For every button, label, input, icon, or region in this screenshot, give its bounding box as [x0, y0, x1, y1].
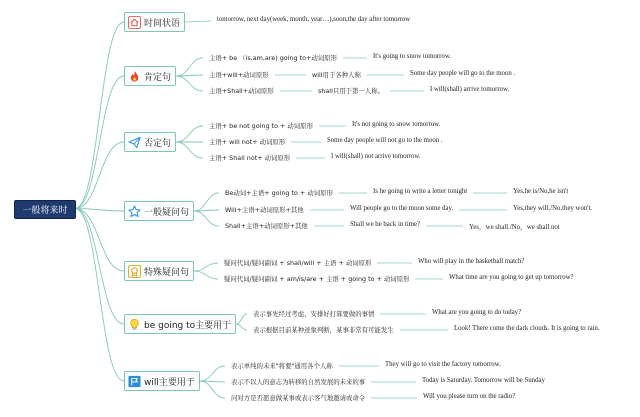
- pattern-text: tomorrow, next day(week, month, year…),soon,the day after tomorrow: [217, 16, 411, 23]
- pattern-text: Shall+主语+动词原形+其他: [225, 222, 308, 230]
- branch-label: 特殊疑问句: [144, 267, 190, 278]
- pattern-text: 表示事先经过考虑、安排好打算要做的事情: [253, 310, 375, 318]
- example-text: It's not going to snow tomorrow.: [352, 121, 441, 128]
- lightbulb-icon: [128, 318, 144, 331]
- branch-label: 否定句: [144, 138, 172, 149]
- paper-plane-icon: [128, 136, 144, 149]
- pattern-text: 问对方是否愿意做某事或表示客气地邀请或命令: [231, 394, 366, 402]
- example-text: Will you please turn on the radio?: [423, 393, 516, 400]
- flag-icon: [128, 375, 144, 388]
- branch-label: 肯定句: [144, 72, 172, 83]
- example-text: Will people go to the moon some day.: [350, 205, 454, 212]
- pattern-text: 主语+will+动词原形: [209, 71, 269, 79]
- award-medal-icon: [128, 265, 144, 278]
- fire-icon: [128, 70, 144, 83]
- pattern-text: 主语+Shall+动词原形: [209, 87, 274, 95]
- example-text: Some day people will not go to the moon .: [327, 137, 443, 144]
- branch-label: 时间状语: [144, 18, 181, 29]
- example-text: Today is Saturday. Tomorrow will be Sunday: [422, 377, 545, 384]
- example-text: I will(shall) not arrive tomorrow.: [331, 153, 421, 160]
- example-text: Is he going to write a letter tonight: [373, 188, 468, 195]
- pattern-text: 表示不以人的意志为转移的自然发展的未来的事: [231, 378, 366, 386]
- example-text: Yes，we shall./No，we shall not: [469, 224, 560, 231]
- example-text: Some day people will go to the moon .: [410, 70, 516, 77]
- example-text: Yes,he is/No,he isn't: [513, 188, 569, 195]
- example-text: What are you going to do today?: [432, 309, 522, 316]
- example-text: It's going to snow tomorrow.: [373, 53, 452, 60]
- example-text: Yes,they will./No,they won't.: [513, 205, 593, 212]
- pattern-text: Be动词+主语+ going to + 动词原形: [225, 189, 333, 197]
- pattern-text: 主语+ will not+ 动词原形: [209, 138, 286, 146]
- pattern-text: 表示单纯的未来"将要"通用各个人称: [231, 362, 333, 370]
- branch-node-6[interactable]: [124, 314, 236, 334]
- pattern-text: 主语+ Shall not+ 动词原形: [209, 154, 291, 162]
- branch-node-3[interactable]: [124, 132, 176, 152]
- pattern-text: Will+主语+动词原形+其他: [225, 206, 304, 214]
- example-text: Who will play in the basketball match?: [418, 258, 525, 265]
- branch-label: 一般疑问句: [144, 207, 190, 218]
- pattern-text: 疑问代词/疑问副词 + am/is/are + 主语 + going to + 动词原形: [224, 275, 410, 283]
- branch-label: be going to主要用于: [144, 320, 232, 331]
- branch-node-7[interactable]: [124, 371, 200, 391]
- star-icon: [128, 205, 144, 218]
- branch-node-5[interactable]: [124, 261, 194, 281]
- example-text: What time are you going to get up tomorrow?: [449, 274, 574, 281]
- branch-node-1[interactable]: [124, 12, 185, 32]
- example-text: will用于各种人称: [312, 71, 361, 79]
- root-node[interactable]: 一般将来时: [14, 200, 76, 219]
- pattern-text: 疑问代词/疑问副词 + shall/will + 主语 + 动词原形: [224, 259, 372, 267]
- example-text: Shall we be back in time?: [350, 221, 421, 228]
- branch-node-2[interactable]: [124, 66, 176, 86]
- example-text: shall只用于第一人称。: [318, 87, 384, 95]
- example-text: They will go to visit the factory tomorrow.: [385, 361, 501, 368]
- pattern-text: 表示根据目前某种迹象判断，某事非常有可能发生: [253, 326, 394, 334]
- home-icon: [128, 16, 144, 29]
- branch-node-4[interactable]: [124, 201, 194, 221]
- pattern-text: 主语+ be （is,am,are) going to+动词原形: [209, 54, 337, 62]
- pattern-text: 主语+ be not going to + 动词原形: [209, 122, 313, 130]
- example-text: I will(shall) arrive tomorrow.: [430, 86, 510, 93]
- branch-label: will主要用于: [144, 377, 195, 388]
- example-text: Look! There come the dark clouds. It is going to rain.: [454, 325, 600, 332]
